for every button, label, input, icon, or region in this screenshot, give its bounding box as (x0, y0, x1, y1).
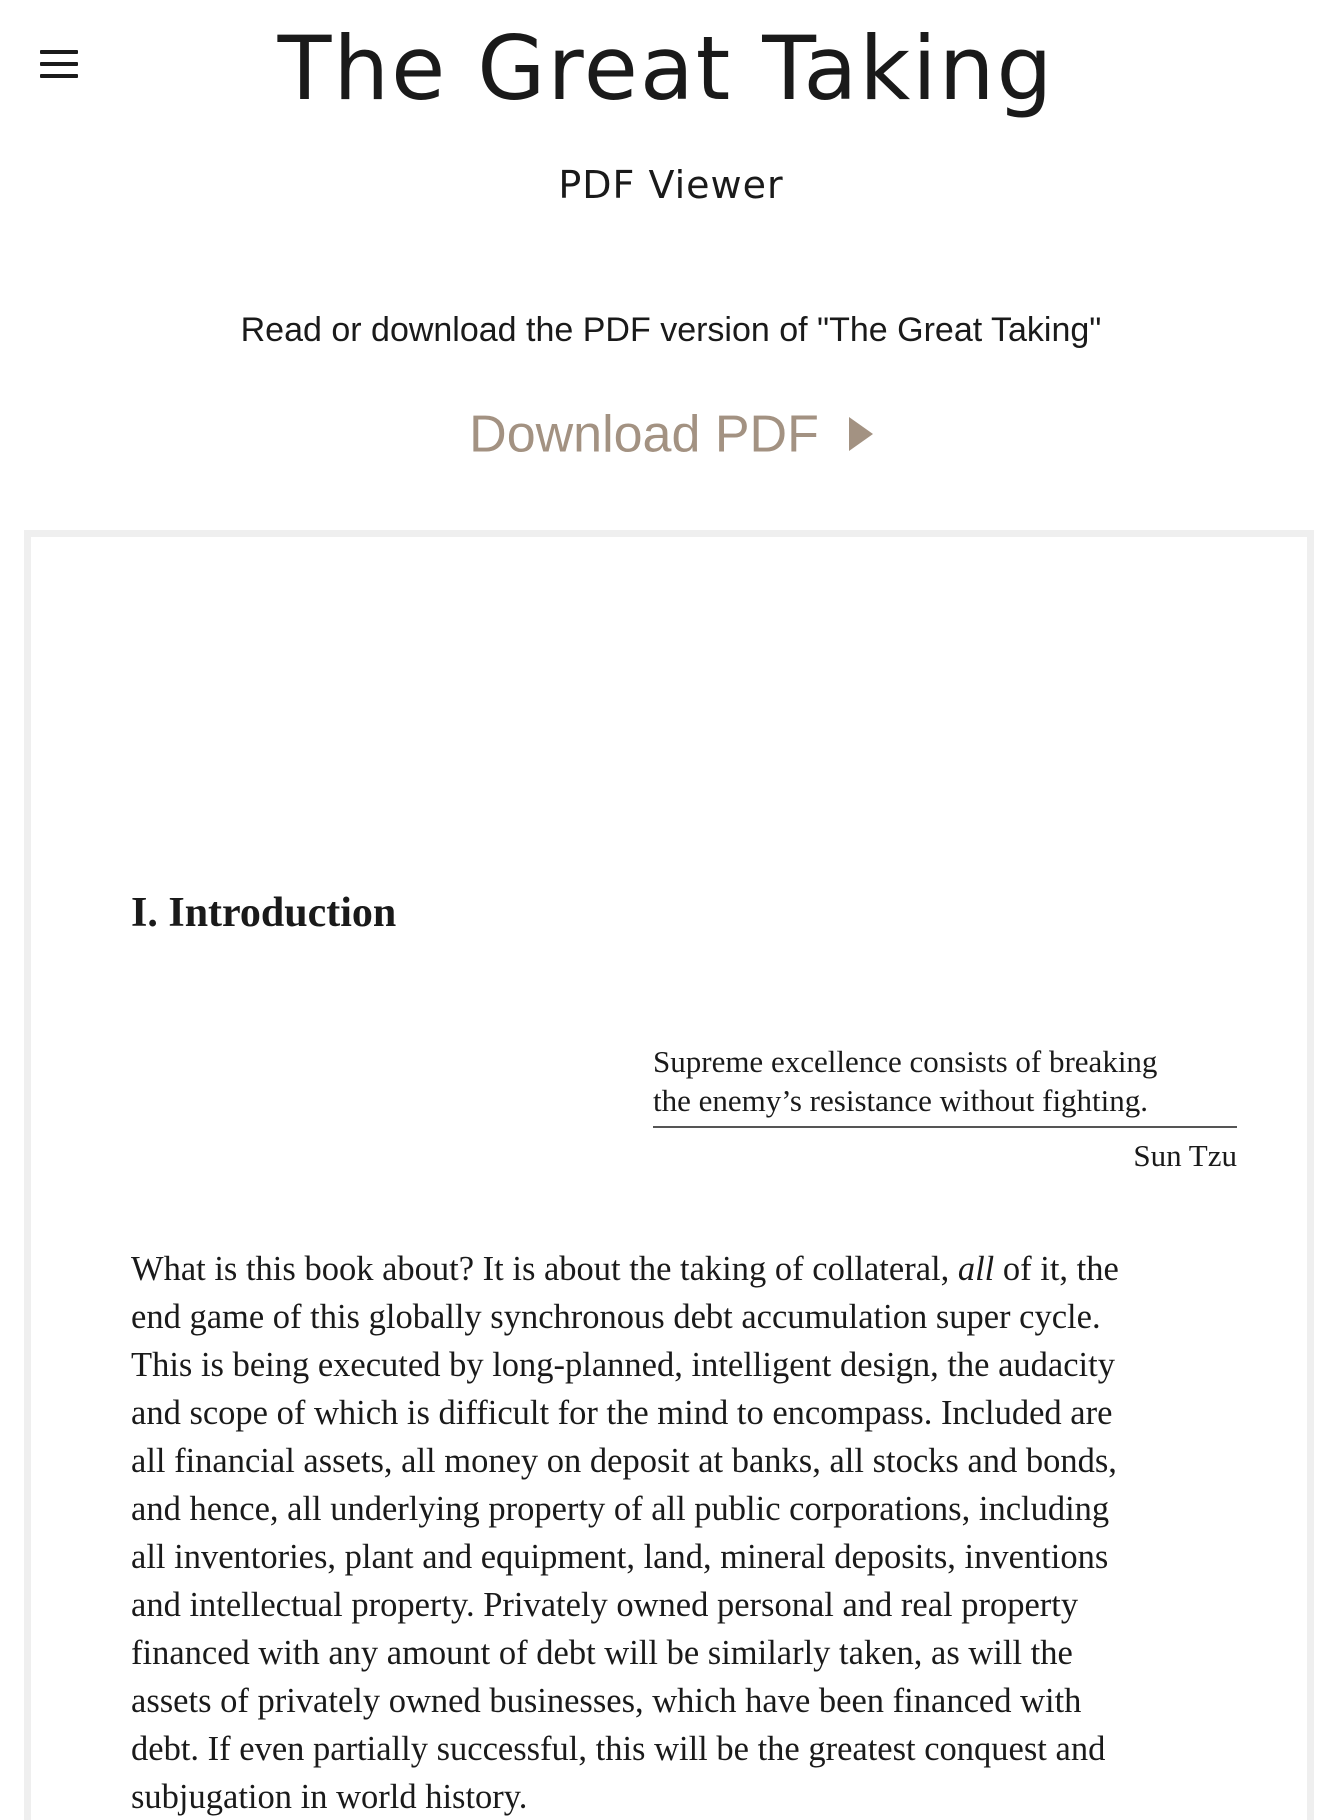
body-line: and hence, all underlying property of all public corporations, including (131, 1490, 1110, 1528)
body-line: assets of privately owned businesses, which have been financed with (131, 1682, 1082, 1720)
body-line: all inventories, plant and equipment, land, mineral deposits, inventions (131, 1538, 1109, 1576)
play-triangle-icon (849, 417, 873, 451)
body-line: and intellectual property. Privately owned personal and real property (131, 1586, 1079, 1624)
download-pdf-link[interactable] (0, 398, 1342, 467)
site-title: The Great Taking (277, 17, 1055, 120)
pdf-viewer[interactable] (24, 530, 1314, 1820)
chapter-title: I. Introduction (131, 890, 397, 936)
epigraph-quote-line: Supreme excellence consists of breaking (653, 1044, 1158, 1079)
epigraph (653, 1042, 1237, 1176)
epigraph-author: Sun Tzu (1133, 1138, 1237, 1173)
body-line: financed with any amount of debt will be similarly taken, as will the (131, 1634, 1073, 1672)
epigraph-quote (653, 1042, 1237, 1128)
body-line: This is being executed by long-planned, intelligent design, the audacity (131, 1346, 1115, 1384)
emphasis-text: all (957, 1250, 995, 1288)
pdf-page (31, 537, 1307, 1820)
body-line: all financial assets, all money on deposit at banks, all stocks and bonds, (131, 1442, 1117, 1480)
body-paragraph (131, 1245, 1247, 1820)
intro-text: Read or download the PDF version of "The Great Taking" (240, 311, 1102, 349)
body-line: debt. If even partially successful, this will be the greatest conquest and (131, 1730, 1106, 1768)
body-line: and scope of which is difficult for the mind to encompass. Included are (131, 1394, 1113, 1432)
body-line: end game of this globally synchronous debt accumulation super cycle. (131, 1298, 1101, 1336)
page-subtitle: PDF Viewer (558, 163, 784, 207)
body-line: What is this book about? It is about the taking of collateral, all of it, the (131, 1250, 1119, 1288)
download-pdf-label: Download PDF (469, 405, 819, 464)
body-line: subjugation in world history. (131, 1778, 528, 1816)
epigraph-quote-line: the enemy’s resistance without fighting. (653, 1083, 1149, 1118)
